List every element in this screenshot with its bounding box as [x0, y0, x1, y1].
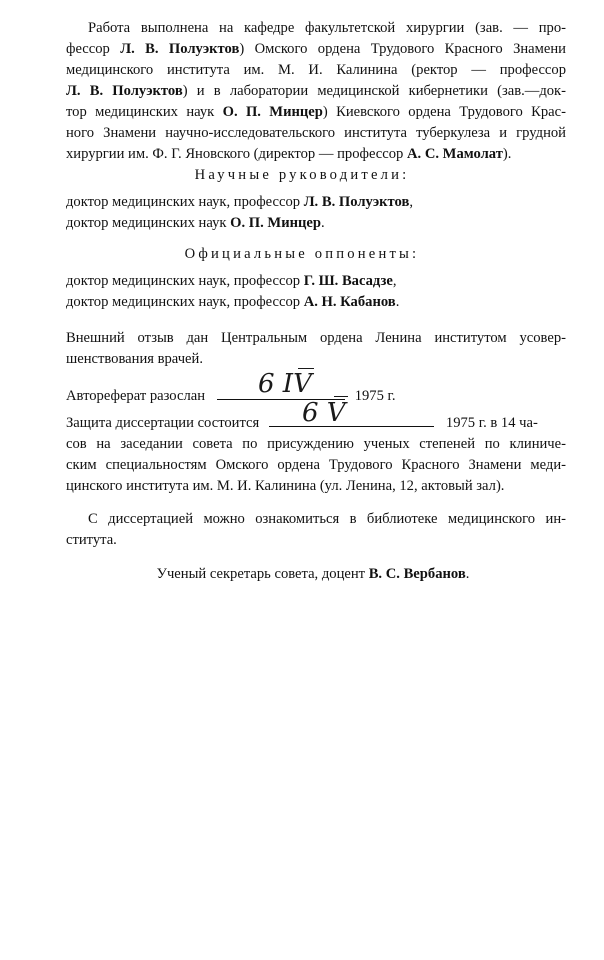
person-name: А. Н. Кабанов: [303, 294, 396, 310]
opponent-item: доктор медицинских наук, профессор Г. Ш. Васадзе,: [66, 273, 397, 289]
person-name: Л. В. Полуэктов: [66, 83, 183, 99]
secretary-line: Ученый секретарь совета, доцент В. С. Вербанов.: [156, 566, 470, 582]
advisor-item: доктор медицинских наук О. П. Минцер.: [66, 215, 325, 231]
person-name: Л. В. Полуэктов: [120, 41, 240, 57]
advisors-list: [66, 192, 566, 234]
defense-line-4: цинского института им. М. И. Калинина (ул. Ленина, 12, актовый зал).: [66, 478, 505, 494]
handwritten-mark: [334, 396, 348, 397]
defense-tail: 1975 г. в 14 ча-: [445, 415, 538, 431]
dispatch-label: Автореферат разослан: [66, 388, 206, 404]
defense-line-3: ским специальностям Омского ордена Трудового Красного Знамени меди-: [66, 457, 566, 473]
dispatch-year: 1975 г.: [354, 388, 396, 404]
person-name: А. С. Мамолат: [407, 146, 503, 162]
opponents-list: [66, 271, 566, 313]
intro-line-1: Работа выполнена на кафедре факультетской хирургии (зав. — про-: [88, 20, 566, 36]
library-line-1: С диссертацией можно ознакомиться в библиотеке медицинского ин-: [88, 511, 566, 527]
intro-line-7: хирургии им. Ф. Г. Яновского (директор — профессор А. С. Мамолат).: [66, 146, 512, 162]
intro-line-5: тор медицинских наук О. П. Минцер) Киевского ордена Трудового Крас-: [66, 104, 566, 120]
review-paragraph: [66, 328, 566, 370]
person-name: О. П. Минцер: [230, 215, 322, 231]
library-line-2: ститута.: [66, 532, 117, 548]
advisor-item: доктор медицинских наук, профессор Л. В. Полуэктов,: [66, 194, 413, 210]
defense-date-blank: [269, 410, 434, 427]
review-line-1: Внешний отзыв дан Центральным ордена Ленина институтом усовер-: [66, 330, 566, 346]
person-name: Л. В. Полуэктов: [303, 194, 410, 210]
person-name: О. П. Минцер: [222, 104, 323, 120]
opponents-heading: Официальные оппоненты:: [184, 246, 420, 262]
opponent-item: доктор медицинских наук, профессор А. Н. Кабанов.: [66, 294, 400, 310]
intro-line-3: медицинского института им. М. И. Калинина (ректор — профессор: [66, 62, 566, 78]
defense-line-2: сов на заседании совета по присуждению ученых степеней по клиниче-: [66, 436, 566, 452]
review-line-2: шенствования врачей.: [66, 351, 203, 367]
person-name: В. С. Вербанов: [368, 566, 466, 582]
library-paragraph: [66, 509, 566, 551]
advisors-heading: Научные руководители:: [194, 167, 410, 183]
intro-line-2: фессор Л. В. Полуэктов) Омского ордена Трудового Красного Знамени: [66, 41, 566, 57]
defense-handwritten-date: 6 V: [302, 398, 346, 428]
handwritten-mark: [298, 368, 314, 369]
intro-line-4: Л. В. Полуэктов) и в лаборатории медицинской кибернетики (зав.—док-: [66, 83, 566, 99]
defense-label: Защита диссертации состоится: [66, 415, 260, 431]
intro-line-6: ного Знамени научно-исследовательского института туберкулеза и грудной: [66, 125, 566, 141]
dispatch-handwritten-date: 6 IV: [258, 369, 312, 399]
person-name: Г. Ш. Васадзе: [303, 273, 393, 289]
intro-paragraph: [66, 18, 566, 165]
